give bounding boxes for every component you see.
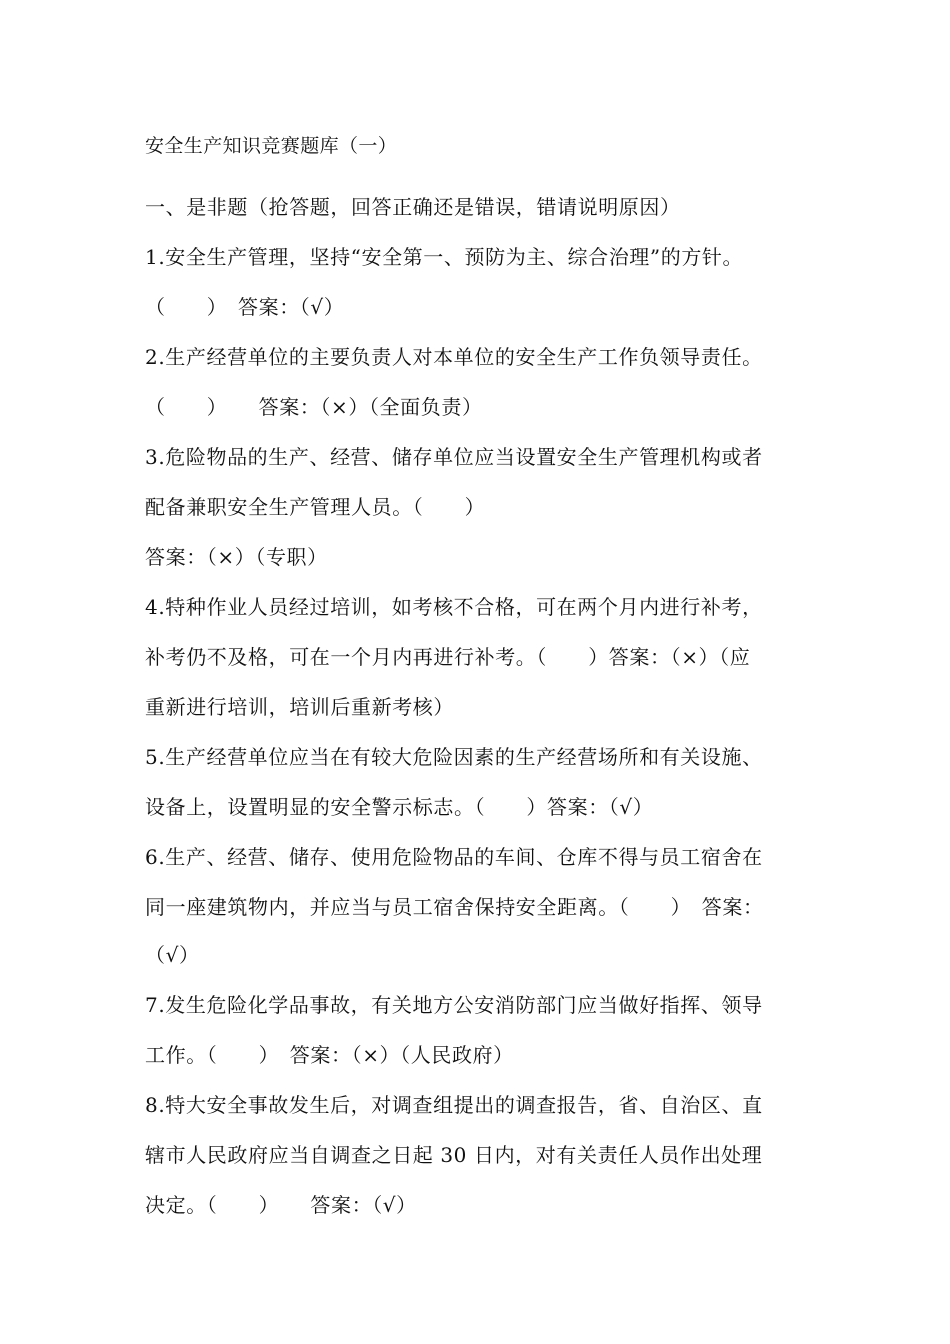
text-line: 决定。（ ） 答案：（√） bbox=[145, 1193, 417, 1217]
text-line: 重新进行培训，培训后重新考核） bbox=[145, 695, 454, 719]
text-line: 6.生产、经营、储存、使用危险物品的车间、仓库不得与员工宿舍在 bbox=[145, 845, 763, 869]
text-line: 3.危险物品的生产、经营、储存单位应当设置安全生产管理机构或者 bbox=[145, 445, 763, 469]
text-line: （ ） 答案：（√） bbox=[145, 295, 345, 319]
section-heading: 一、是非题（抢答题，回答正确还是错误，错请说明原因） bbox=[145, 195, 681, 219]
text-line: 同一座建筑物内，并应当与员工宿舍保持安全距离。（ ） 答案： bbox=[145, 895, 764, 919]
text-line: 4.特种作业人员经过培训，如考核不合格，可在两个月内进行补考， bbox=[145, 595, 763, 619]
text-line: 答案：（×）（专职） bbox=[145, 545, 328, 569]
text-line: 工作。（ ） 答案：（×）（人民政府） bbox=[145, 1043, 514, 1067]
text-line: （ ） 答案：（×）（全面负责） bbox=[145, 395, 483, 419]
text-line: 辖市人民政府应当自调查之日起 30 日内，对有关责任人员作出处理 bbox=[145, 1143, 763, 1167]
text-line: 5.生产经营单位应当在有较大危险因素的生产经营场所和有关设施、 bbox=[145, 745, 763, 769]
text-line: （√） bbox=[145, 943, 200, 967]
text-line: 1.安全生产管理，坚持“安全第一、预防为主、综合治理”的方针。 bbox=[145, 245, 744, 269]
text-line: 配备兼职安全生产管理人员。（ ） bbox=[145, 495, 486, 519]
text-line: 2.生产经营单位的主要负责人对本单位的安全生产工作负领导责任。 bbox=[145, 345, 763, 369]
document-title: 安全生产知识竞赛题库（一） bbox=[145, 135, 398, 157]
text-line: 7.发生危险化学品事故，有关地方公安消防部门应当做好指挥、领导 bbox=[145, 993, 763, 1017]
text-line: 8.特大安全事故发生后，对调查组提出的调查报告，省、自治区、直 bbox=[145, 1093, 763, 1117]
text-line: 设备上，设置明显的安全警示标志。（ ）答案：（√） bbox=[145, 795, 654, 819]
text-line: 补考仍不及格，可在一个月内再进行补考。（ ）答案：（×）（应 bbox=[145, 645, 751, 669]
